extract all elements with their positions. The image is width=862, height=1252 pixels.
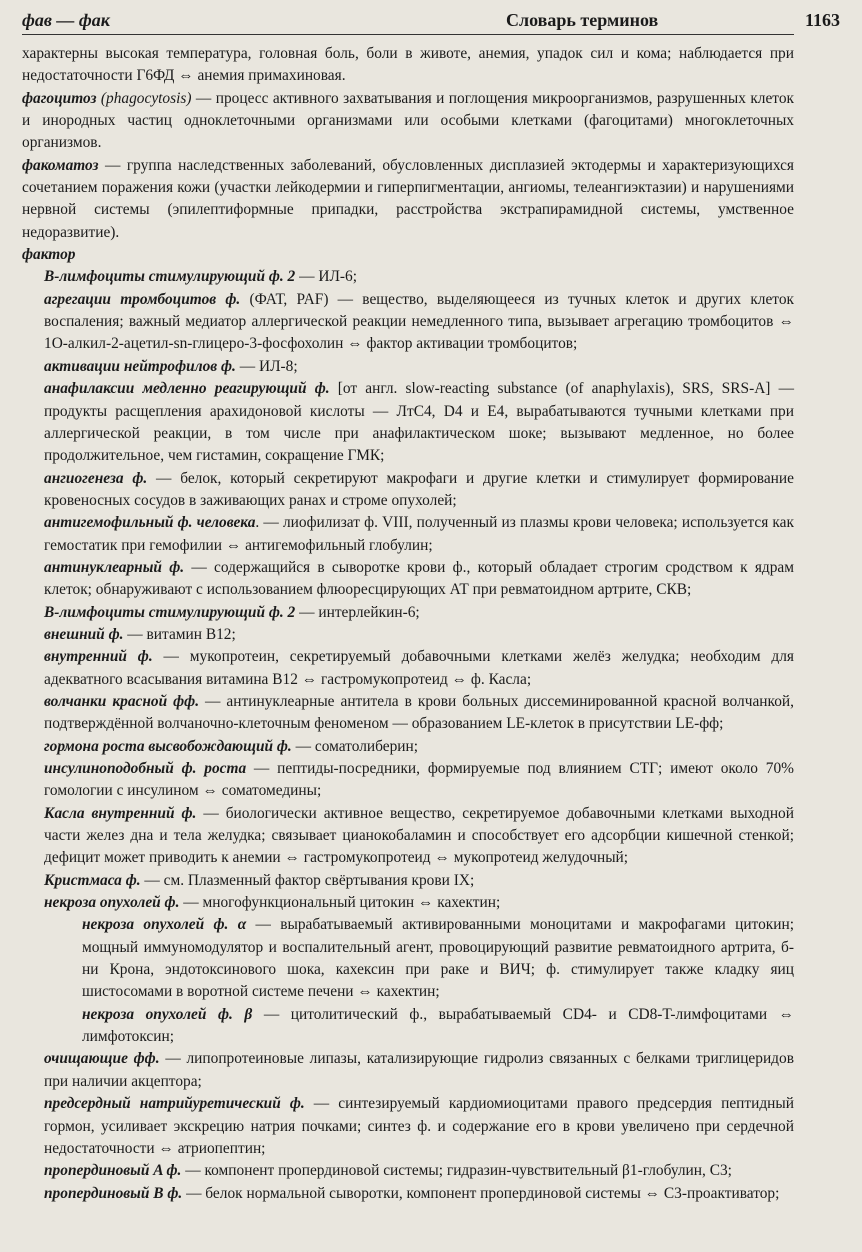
- entry-definition: — многофункциональный цитокин ⇔ кахектин;: [179, 894, 501, 912]
- dictionary-entry: [22, 468, 794, 513]
- entry-definition: [от англ. slow-reacting substance (of anaphylaxis), SRS, SRS-A] — продукты расщепления арахидоновой кислоты — ЛтC4, D4 и E4, вырабатываются тучными клетками при аллергической реакции, в том числе при анафилактическом шоке; вызывают медленное, но более продолжительное, чем гистамин, сокращение ГМК;: [44, 380, 795, 465]
- entry-term: активации нейтрофилов ф.: [44, 357, 236, 375]
- entry-definition: — компонент пропердиновой системы; гидразин-чувствительный β1-глобулин, C3;: [181, 1162, 732, 1180]
- entry-definition: — ИЛ-8;: [235, 357, 298, 375]
- header-title: Словарь терминов: [506, 10, 659, 30]
- entry-definition: . — лиофилизат ф. VIII, полученный из плазмы крови человека; используется как гемостатик при гемофилии ⇔ антигемофильный глобулин;: [44, 514, 794, 554]
- dictionary-entry: [22, 803, 794, 870]
- dictionary-entry: [22, 266, 794, 288]
- dictionary-entry: [22, 1048, 794, 1093]
- entry-definition: — процесс активного захватывания и поглощения микроорганизмов, разрушенных клеток и инородных частиц одноклеточными организмами или особыми клетками (фагоцитами) многоклеточных организмов.: [22, 89, 794, 152]
- entry-definition: — ИЛ-6;: [295, 268, 358, 286]
- entry-definition: — витамин B12;: [123, 625, 236, 643]
- entry-definition: — вырабатываемый активированными моноцитами и макрофагами цитокин; мощный иммуномодулятор и воспалительный агент, провоцирующий развитие ревматоидного артрита, б-ни Крона, эндотоксинового шока, кахексин при раке и ВИЧ; ф. стимулирует также кладку яиц шистосомами в воротной системе печени ⇔ кахектин;: [82, 916, 795, 1001]
- entry-term: B-лимфоциты стимулирующий ф. 2: [44, 603, 296, 621]
- entry-definition: — пептиды-посредники, формируемые под влиянием СТГ; имеют около 70% гомологии с инсулином ⇔ соматомедины;: [44, 760, 794, 800]
- entry-definition: — антинуклеарные антитела в крови больных диссеминированной красной волчанкой, подтверждённой волчаночно-клеточным феноменом — образованием LE-клеток в присутствии LE-фф;: [44, 692, 794, 733]
- entry-term: инсулиноподобный ф. роста: [44, 760, 247, 777]
- dictionary-entry: [22, 289, 794, 356]
- header-guide-words: фав — фак: [22, 10, 110, 30]
- dictionary-entry: [22, 88, 794, 155]
- entry-definition: — белок нормальной сыворотки, компонент пропердиновой системы ⇔ C3-проактиватор;: [182, 1184, 780, 1202]
- dictionary-entry: [22, 870, 794, 892]
- entry-definition: — мукопротеин, секретируемый добавочными клетками желёз желудка; необходим для адекватного всасывания витамина B12 ⇔ гастромукопротеид ⇔ ф. Касла;: [44, 648, 795, 688]
- dictionary-entry: [22, 1093, 794, 1160]
- entry-term: факоматоз: [22, 156, 99, 174]
- dictionary-entry: [22, 691, 794, 736]
- entry-term: предсердный натрийуретический ф.: [44, 1095, 305, 1113]
- entry-term: фактор: [22, 246, 76, 264]
- dictionary-entry: [22, 1183, 794, 1205]
- dictionary-entry: [22, 557, 794, 602]
- dictionary-entry: [22, 892, 794, 914]
- entry-term: волчанки красной фф.: [44, 692, 200, 710]
- running-header: [22, 6, 840, 35]
- entry-term: фагоцитоз: [22, 89, 97, 107]
- entry-definition: — соматолиберин;: [291, 737, 419, 755]
- entry-latin: (phagocytosis): [96, 89, 192, 107]
- entries-body: [22, 35, 794, 1205]
- dictionary-entry: [22, 646, 794, 691]
- dictionary-entry: [22, 43, 794, 88]
- entry-term: B-лимфоциты стимулирующий ф. 2: [44, 268, 296, 286]
- entry-term: внутренний ф.: [44, 648, 153, 666]
- dictionary-entry: [22, 624, 794, 646]
- entry-term: анафилаксии медленно реагирующий ф.: [44, 380, 330, 398]
- entry-term: Кристмаса ф.: [44, 871, 141, 889]
- entry-definition: — синтезируемый кардиомиоцитами правого предсердия пептидный гормон, усиливает экскрецию натрия почками; синтез ф. и содержание его в крови увеличено при сердечной недостаточности ⇔ атриопептин;: [44, 1095, 794, 1157]
- dictionary-entry: [22, 602, 794, 624]
- entry-definition: — содержащийся в сыворотке крови ф., который обладает строгим сродством к ядрам клеток; обнаруживают с использованием флюоресцирующих АТ при ревматоидном артрите, СКВ;: [44, 558, 794, 599]
- entry-definition: — белок, который секретируют макрофаги и другие клетки и стимулирует формирование кровеносных сосудов в заживающих ранах и строме опухолей;: [44, 469, 794, 509]
- dictionary-entry: [22, 244, 794, 266]
- entry-term: пропердиновый A ф.: [44, 1162, 182, 1180]
- entry-term: пропердиновый B ф.: [44, 1184, 183, 1202]
- entry-definition: — липопротеиновые липазы, катализирующие гидролиз связанных с белками триглицеридов при наличии акцептора;: [44, 1050, 794, 1090]
- entry-term: антинуклеарный ф.: [44, 558, 185, 576]
- entry-definition: — интерлейкин-6;: [295, 603, 420, 621]
- dictionary-entry: [22, 758, 794, 803]
- entry-term: антигемофильный ф. человека: [44, 514, 256, 532]
- dictionary-entry: [22, 155, 794, 244]
- page-number: 1163: [804, 10, 840, 30]
- entry-definition: — группа наследственных заболеваний, обусловленных дисплазией эктодермы и характеризующихся сочетанием поражения кожи (участки лейкодермии и гиперпигментации, ангиомы, телеангиэктазии) и нарушениями нервной системы (эпилептиформные припадки, расстройства экстрапирамидной системы, умственное недоразвитие).: [22, 156, 794, 241]
- entry-term: Касла внутренний ф.: [44, 804, 197, 822]
- dictionary-entry: [22, 914, 794, 1003]
- entry-term: агрегации тромбоцитов ф.: [44, 290, 241, 308]
- entry-definition: — цитолитический ф., вырабатываемый CD4- и CD8-T-лимфоцитами ⇔ лимфотоксин;: [82, 1005, 794, 1046]
- entry-term: гормона роста высвобождающий ф.: [44, 737, 292, 755]
- entry-definition: — биологически активное вещество, секретируемое добавочными клетками выходной части желез дна и тела желудка; связывает цианокобаламин и способствует его адсорбции кишечной стенкой; дефицит может приводить к анемии ⇔ гастромукопротеид ⇔ мукопротеид желудочный;: [44, 804, 794, 867]
- dictionary-entry: [22, 512, 794, 557]
- entry-term: внешний ф.: [44, 625, 124, 643]
- entry-definition: (ФАТ, PAF) — вещество, выделяющееся из тучных клеток и других клеток воспаления; важный медиатор аллергической реакции немедленного типа, вызывает агрегацию тромбоцитов ⇔ 1О-алкил-2-ацетил-sn-глицеро-3-фосфохолин ⇔ фактор активации тромбоцитов;: [44, 290, 795, 353]
- entry-definition: — см. Плазменный фактор свёртывания крови IX;: [140, 871, 475, 889]
- entry-term: некроза опухолей ф. β: [82, 1005, 253, 1023]
- dictionary-entry: [22, 1160, 794, 1182]
- dictionary-entry: [22, 378, 794, 467]
- dictionary-entry: [22, 736, 794, 758]
- entry-definition: характерны высокая температура, головная боль, боли в животе, анемия, упадок сил и кома; наблюдается при недостаточности Г6ФД ⇔ анемия примахиновая.: [22, 45, 794, 85]
- dictionary-entry: [22, 356, 794, 378]
- entry-term: некроза опухолей ф. α: [82, 916, 247, 934]
- entry-term: некроза опухолей ф.: [44, 894, 180, 912]
- dictionary-entry: [22, 1004, 794, 1049]
- entry-term: очищающие фф.: [44, 1050, 160, 1068]
- entry-term: ангиогенеза ф.: [44, 469, 148, 487]
